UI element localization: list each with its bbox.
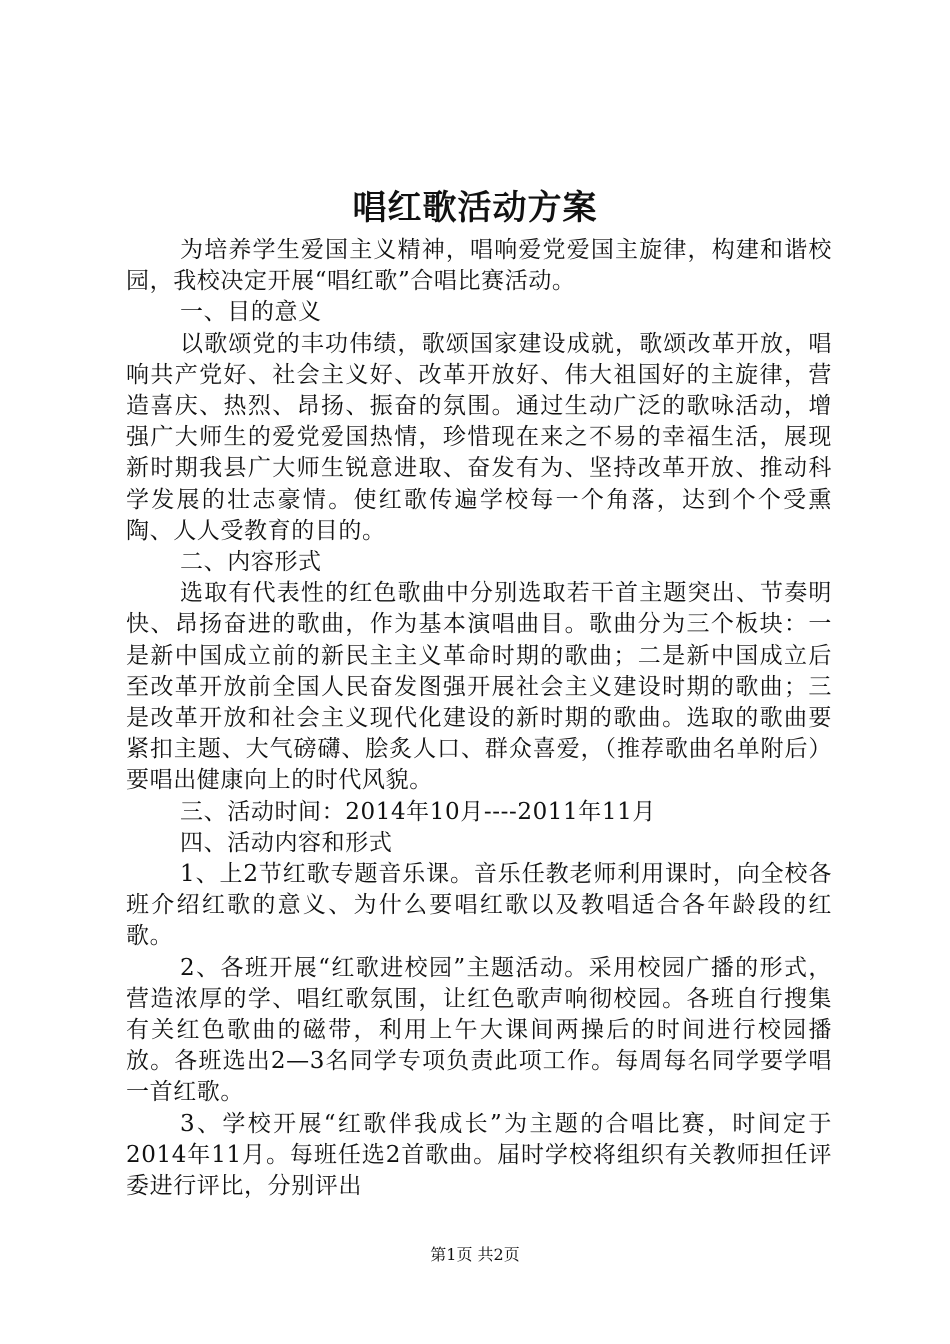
section-heading-content: 二、内容形式 [180,549,322,576]
document-title: 唱红歌活动方案 [352,188,598,228]
activity-item-1: 1、上2节红歌专题音乐课。音乐任教老师利用课时，向全校各班介绍红歌的意义、为什么要唱红歌以及教唱适合各年龄段的红歌。 [126,861,832,950]
intro-paragraph: 为培养学生爱国主义精神，唱响爱党爱国主旋律，构建和谐校园，我校决定开展“唱红歌”合唱比赛活动。 [126,237,832,295]
activity-item-3: 3、学校开展“红歌伴我成长”为主题的合唱比赛，时间定于2014年11月。每班任选2首歌曲。届时学校将组织有关教师担任评委进行评比，分别评出 [126,1110,832,1200]
document-body [126,235,832,1202]
section-heading-purpose: 一、目的意义 [180,299,322,326]
page-footer: 第1页 共2页 [430,1245,520,1264]
activity-item-2: 2、各班开展“红歌进校园”主题活动。采用校园广播的形式，营造浓厚的学、唱红歌氛围，让红色歌声响彻校园。各班自行搜集有关红色歌曲的磁带，利用上午大课间两操后的时间进行校园播放。各班选出2—3名同学专项负责此项工作。每周每名同学要学唱一首红歌。 [126,954,832,1106]
section-heading-activities: 四、活动内容和形式 [180,829,393,856]
purpose-paragraph: 以歌颂党的丰功伟绩，歌颂国家建设成就，歌颂改革开放，唱响共产党好、社会主义好、改革开放好、伟大祖国好的主旋律，营造喜庆、热烈、昂扬、振奋的氛围。通过生动广泛的歌咏活动，增强广大师生的爱党爱国热情，珍惜现在来之不易的幸福生活，展现新时期我县广大师生锐意进取、奋发有为、坚持改革开放、推动科学发展的壮志豪情。使红歌传遍学校每一个角落，达到个个受熏陶、人人受教育的目的。 [126,330,832,544]
content-paragraph: 选取有代表性的红色歌曲中分别选取若干首主题突出、节奏明快、昂扬奋进的歌曲，作为基本演唱曲目。歌曲分为三个板块：一是新中国成立前的新民主主义革命时期的歌曲；二是新中国成立后至改革开放前全国人民奋发图强开展社会主义建设时期的歌曲；三是改革开放和社会主义现代化建设的新时期的歌曲。选取的歌曲要紧扣主题、大气磅礴、脍炙人口、群众喜爱，（推荐歌曲名单附后）要唱出健康向上的时代风貌。 [126,580,832,794]
section-heading-time: 三、活动时间：2014年10月----2011年11月 [180,798,656,825]
